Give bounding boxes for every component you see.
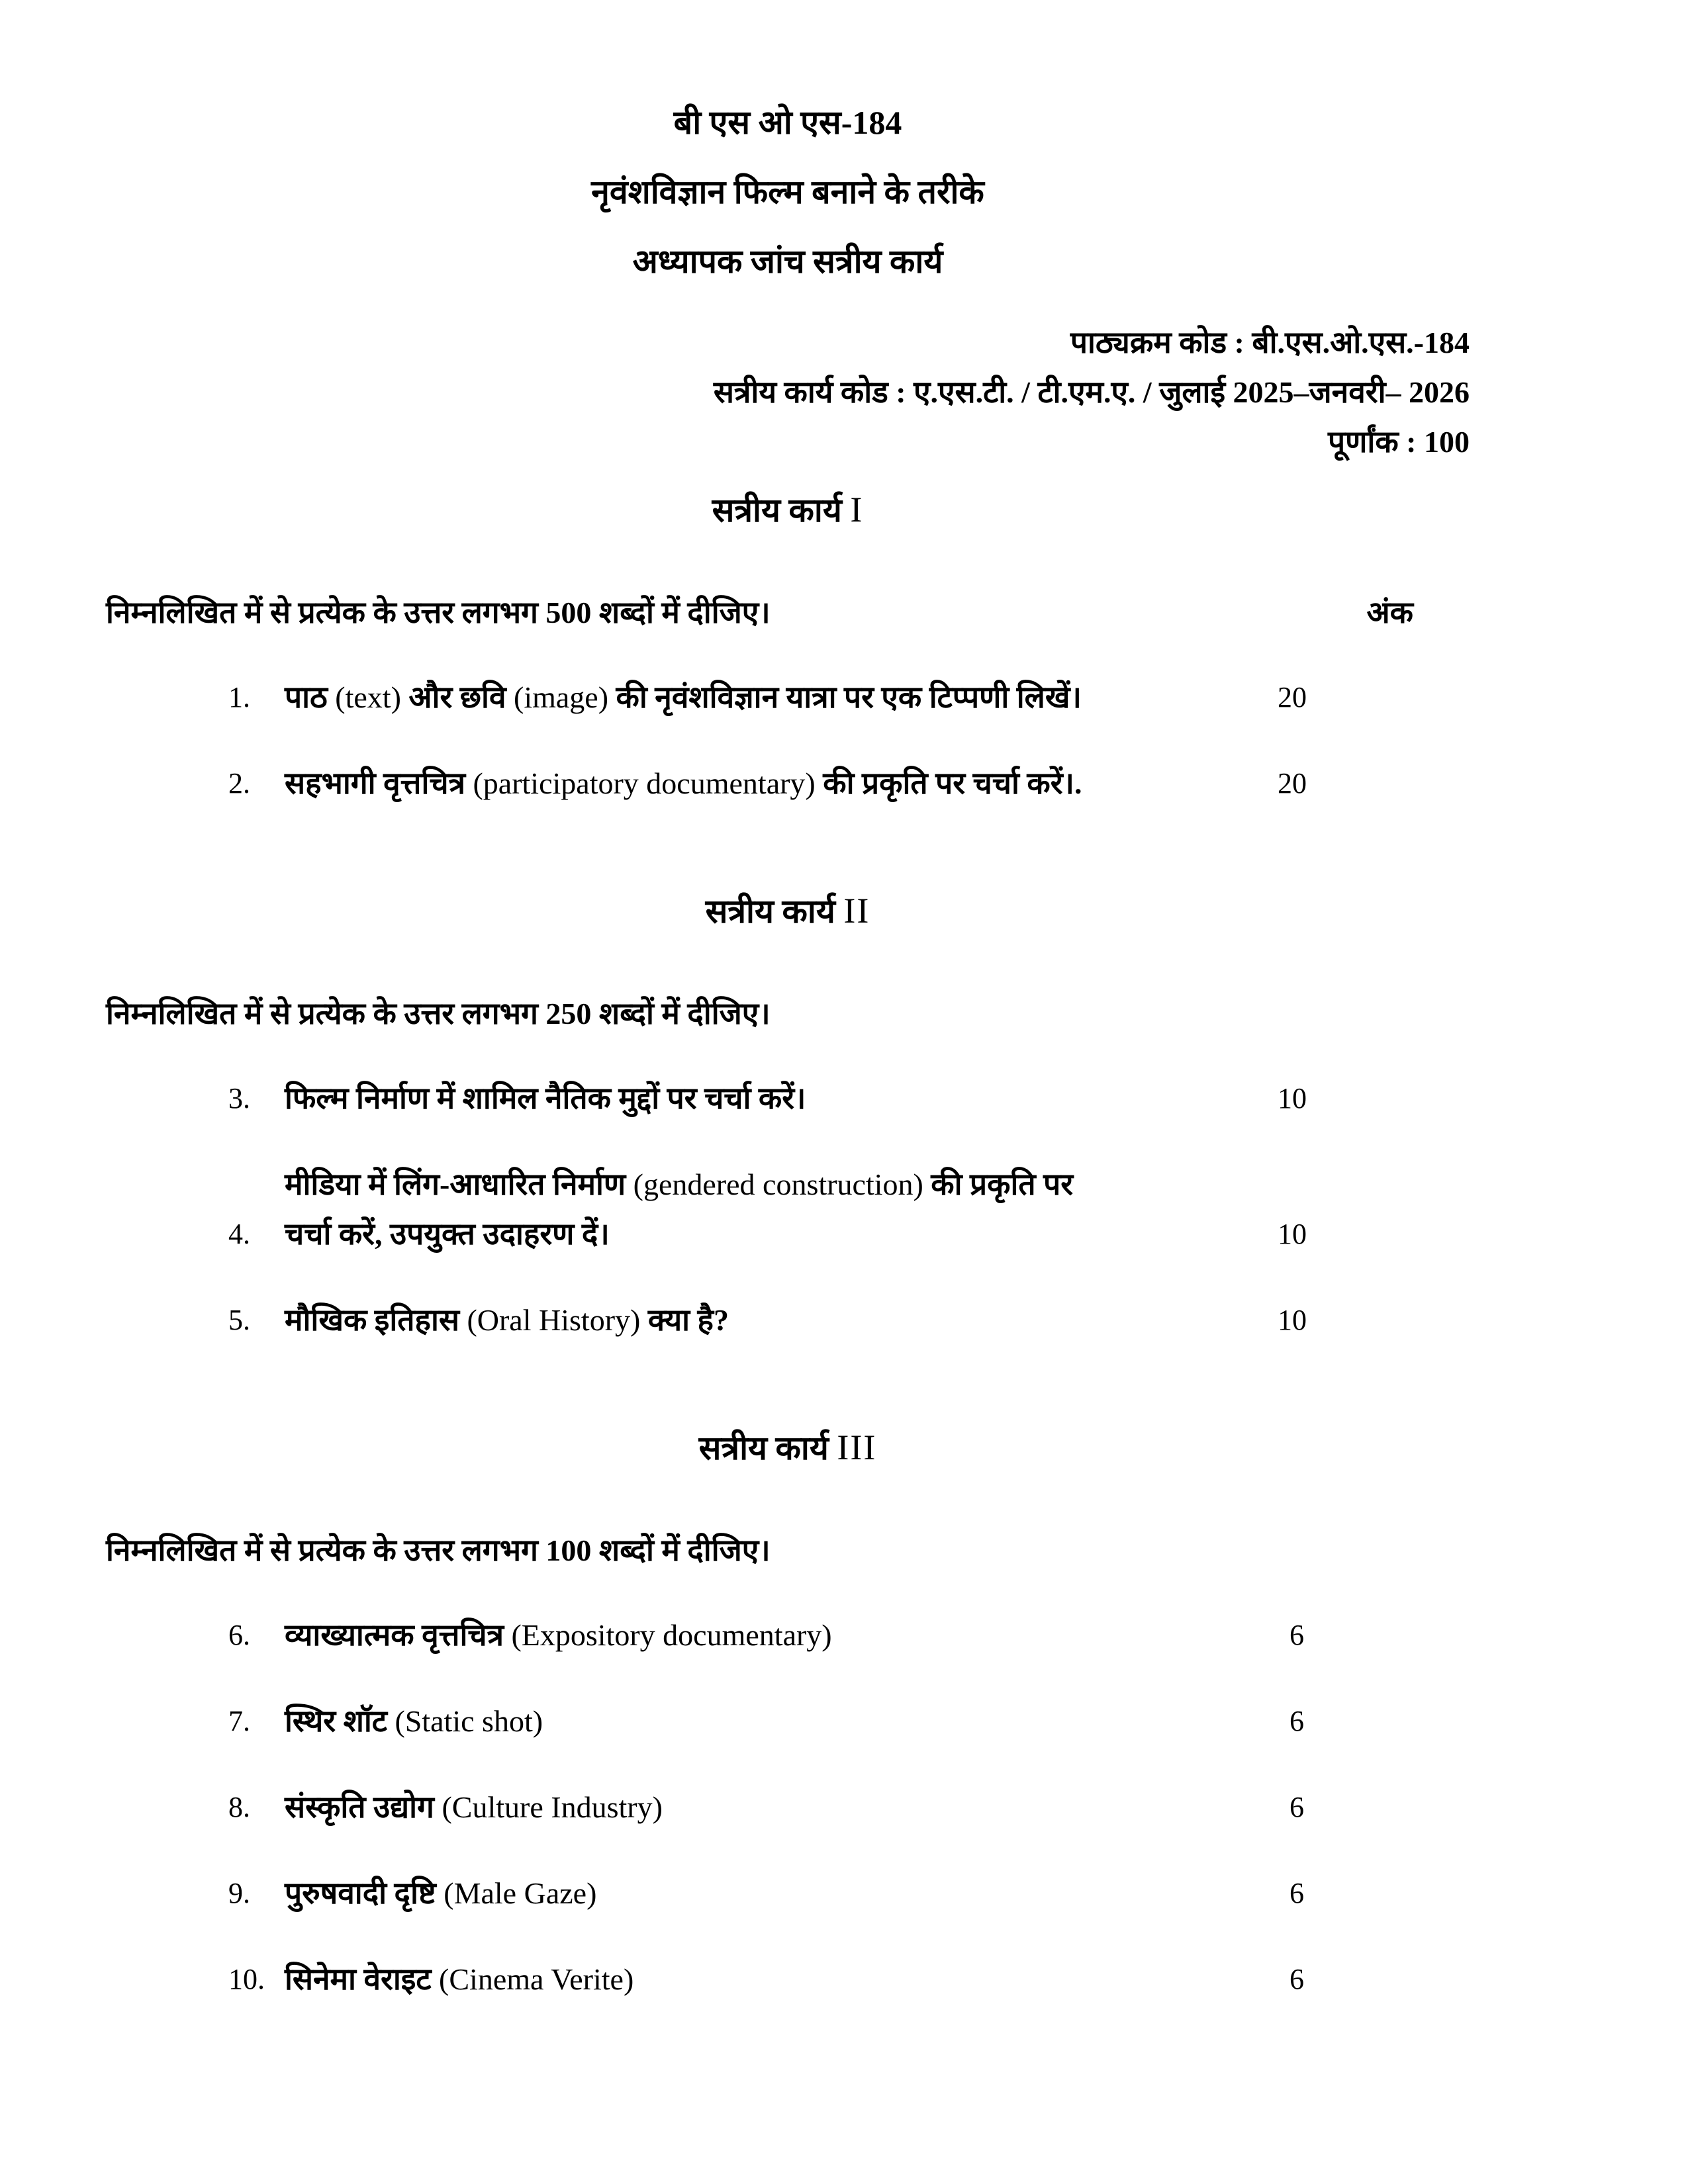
section-2-heading-roman: II bbox=[843, 891, 870, 931]
question-marks: 6 bbox=[1289, 1877, 1304, 1909]
question-text-hindi: स्थिर शॉट bbox=[285, 1704, 395, 1738]
question-number: 7. bbox=[228, 1705, 250, 1737]
question-row-7 bbox=[228, 1696, 1470, 1746]
question-text-english: (Male Gaze) bbox=[444, 1876, 597, 1910]
question-text-hindi: संस्कृति उद्योग bbox=[285, 1790, 442, 1824]
question-text-hindi: फिल्म निर्माण में शामिल नैतिक मुद्दों पर चर्चा करें। bbox=[285, 1081, 806, 1115]
question-text-hindi: और छवि bbox=[408, 680, 514, 714]
question-text-english: (Cinema Verite) bbox=[439, 1962, 634, 1996]
question-text-hindi: सहभागी वृत्तचित्र bbox=[285, 766, 473, 800]
section-3-heading-hindi: सत्रीय कार्य bbox=[698, 1430, 829, 1467]
question-row-8 bbox=[228, 1782, 1470, 1832]
section-2-instruction: निम्नलिखित में से प्रत्येक के उत्तर लगभग 250 शब्दों में दीजिए। bbox=[106, 997, 771, 1030]
question-number: 9. bbox=[228, 1877, 250, 1909]
question-row-10 bbox=[228, 1954, 1470, 2004]
question-text-english: (Static shot) bbox=[395, 1704, 543, 1738]
question-row-9 bbox=[228, 1868, 1470, 1918]
section-1-instruction: निम्नलिखित में से प्रत्येक के उत्तर लगभग 500 शब्दों में दीजिए। bbox=[106, 596, 771, 629]
question-text bbox=[285, 1160, 1278, 1259]
question-number: 3. bbox=[228, 1082, 250, 1115]
section-1-instruction-row bbox=[106, 590, 1470, 636]
max-marks: पूर्णांक : 100 bbox=[1328, 425, 1470, 459]
section-2-instruction-row bbox=[106, 991, 1470, 1037]
question-row-4 bbox=[228, 1160, 1470, 1259]
section-3-instruction: निम्नलिखित में से प्रत्येक के उत्तर लगभग 100 शब्दों में दीजिए। bbox=[106, 1533, 771, 1567]
question-row-1 bbox=[228, 672, 1470, 722]
question-marks: 6 bbox=[1289, 1619, 1304, 1651]
question-text-hindi: पुरुषवादी दृष्टि bbox=[285, 1876, 444, 1910]
question-number: 8. bbox=[228, 1791, 250, 1823]
section-1-heading bbox=[106, 486, 1470, 533]
question-text bbox=[285, 672, 1278, 722]
marks-column-header: अंक bbox=[1366, 596, 1413, 629]
question-number: 2. bbox=[228, 767, 250, 799]
question-text-hindi: मौखिक इतिहास bbox=[285, 1303, 467, 1337]
question-text-hindi: व्याख्यात्मक वृत्तचित्र bbox=[285, 1618, 512, 1652]
section-2-heading-hindi: सत्रीय कार्य bbox=[705, 893, 835, 930]
question-text-hindi: की नृवंशविज्ञान यात्रा पर एक टिप्पणी लिखें। bbox=[616, 680, 1082, 714]
question-text-english: (image) bbox=[514, 680, 616, 714]
question-text-english: (participatory documentary) bbox=[473, 766, 823, 800]
question-text-english: (gendered construction) bbox=[633, 1167, 931, 1201]
section-2-heading bbox=[106, 887, 1470, 934]
question-marks: 6 bbox=[1289, 1705, 1304, 1737]
question-text bbox=[285, 1696, 1278, 1746]
question-text-hindi: सिनेमा वेराइट bbox=[285, 1962, 440, 1996]
question-number: 4. bbox=[228, 1218, 250, 1250]
question-text-hindi: की प्रकृति पर चर्चा करें।. bbox=[823, 766, 1082, 800]
question-text-hindi: पाठ bbox=[285, 680, 336, 714]
question-number: 6. bbox=[228, 1619, 250, 1651]
question-text-hindi: मीडिया में लिंग-आधारित निर्माण bbox=[285, 1167, 633, 1201]
section-3-instruction-row bbox=[106, 1527, 1470, 1574]
section-1-heading-roman: I bbox=[850, 490, 864, 529]
course-title-hindi: नृवंशविज्ञान फिल्म बनाने के तरीके bbox=[591, 173, 984, 210]
question-marks: 20 bbox=[1278, 681, 1307, 713]
section-3-heading bbox=[106, 1424, 1470, 1471]
course-title-code: बी एस ओ एस-184 bbox=[673, 104, 902, 141]
question-marks: 10 bbox=[1278, 1082, 1307, 1115]
question-text-hindi: की प्रकृति पर bbox=[931, 1167, 1074, 1201]
question-marks: 10 bbox=[1278, 1304, 1307, 1336]
question-number: 10. bbox=[228, 1963, 265, 1995]
section-3-heading-roman: III bbox=[837, 1428, 877, 1467]
question-marks: 6 bbox=[1289, 1791, 1304, 1823]
question-text-english: (Expository documentary) bbox=[511, 1618, 832, 1652]
header-codes-block bbox=[106, 318, 1470, 467]
question-marks: 20 bbox=[1278, 767, 1307, 799]
assignment-type-title: अध्यापक जांच सत्रीय कार्य bbox=[632, 243, 943, 280]
question-text bbox=[285, 758, 1278, 808]
question-text bbox=[285, 1073, 1278, 1123]
question-marks: 6 bbox=[1289, 1963, 1304, 1995]
question-text-english: (Culture Industry) bbox=[442, 1790, 663, 1824]
question-text bbox=[285, 1782, 1278, 1832]
question-text bbox=[285, 1954, 1278, 2004]
question-text bbox=[285, 1868, 1278, 1918]
question-row-3 bbox=[228, 1073, 1470, 1123]
section-1-heading-hindi: सत्रीय कार्य bbox=[712, 492, 842, 529]
question-text bbox=[285, 1295, 1278, 1345]
question-text-hindi: चर्चा करें, उपयुक्त उदाहरण दें। bbox=[285, 1217, 610, 1251]
question-text-hindi: क्या है? bbox=[647, 1303, 729, 1337]
question-text bbox=[285, 1610, 1278, 1660]
question-marks: 10 bbox=[1278, 1218, 1307, 1250]
assignment-code: सत्रीय कार्य कोड : ए.एस.टी. / टी.एम.ए. / जुलाई 2025–जनवरी– 2026 bbox=[713, 375, 1470, 409]
question-number: 5. bbox=[228, 1304, 250, 1336]
course-code: पाठ्यक्रम कोड : बी.एस.ओ.एस.-184 bbox=[1070, 326, 1470, 359]
question-text-english: (text) bbox=[335, 680, 409, 714]
question-row-5 bbox=[228, 1295, 1470, 1345]
question-text-english: (Oral History) bbox=[467, 1303, 648, 1337]
question-row-6 bbox=[228, 1610, 1470, 1660]
question-row-2 bbox=[228, 758, 1470, 808]
question-number: 1. bbox=[228, 681, 250, 713]
